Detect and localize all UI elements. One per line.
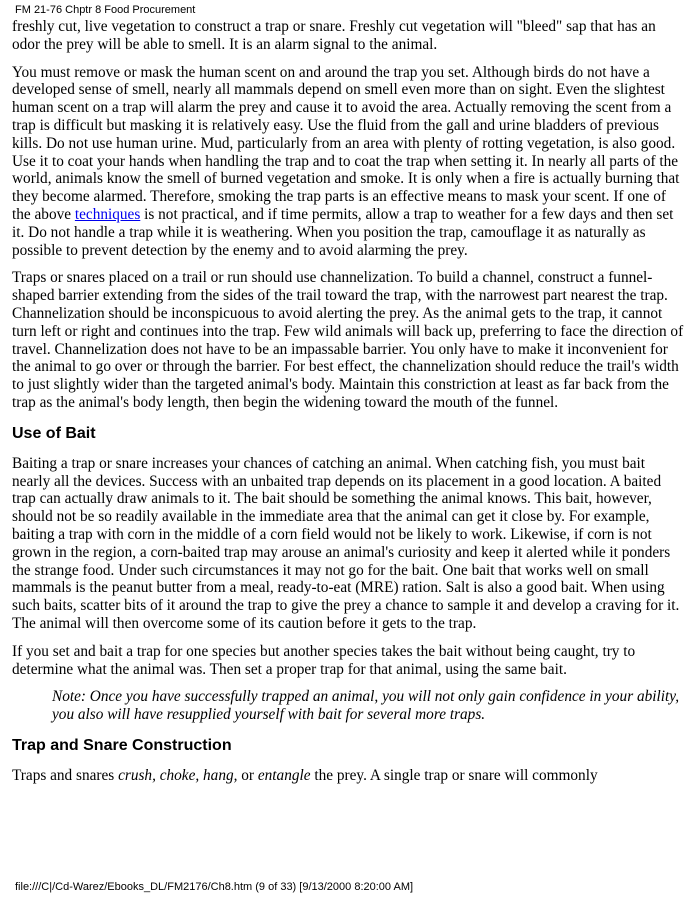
note-paragraph: Note: Once you have successfully trapped an animal, you will not only gain confidence in your ability, you also will have resupplied yourself with bait for several more traps. bbox=[52, 688, 680, 724]
document-body bbox=[12, 18, 684, 795]
paragraph-trap-types bbox=[12, 767, 684, 785]
techniques-link[interactable]: techniques bbox=[74, 205, 141, 223]
paragraph-human-scent bbox=[12, 64, 684, 260]
heading-trap-snare-construction: Trap and Snare Construction bbox=[12, 736, 232, 754]
paragraph-human-scent-text-2: is not practical, and if time permits, allow a trap to weather for a few days and then set it. Do not handle a trap while it is weathering. When you position the trap, camouflage it as naturally as possible to prevent detection by the enemy and to avoid alarming the prey. bbox=[12, 205, 674, 259]
paragraph-trap-types-text-2: or bbox=[237, 766, 258, 784]
paragraph-channelization: Traps or snares placed on a trail or run should use channelization. To build a channel, construct a funnel-shaped barrier extending from the sides of the trail toward the trap, with the narrowest part nearest the trap. Channelization should be inconspicuous to avoid alerting the prey. As the animal gets to the trap, it cannot turn left or right and continues into the trap. Few wild animals will back up, preferring to face the direction of travel. Channelization does not have to be an impassable barrier. You only have to make it inconvenient for the animal to go over or through the barrier. For best effect, the channelization should reduce the trail's width to just slightly wider than the targeted animal's body. Maintain this constriction at least as far back from the trap as the animal's body length, then begin the widening toward the mouth of the funnel. bbox=[12, 269, 684, 411]
paragraph-trap-types-text-1: Traps and snares bbox=[12, 766, 119, 784]
paragraph-other-species: If you set and bait a trap for one species but another species takes the bait without being caught, try to determine what the animal was. Then set a proper trap for that animal, using the same bait. bbox=[12, 642, 636, 678]
page-footer-path: file:///C|/Cd-Warez/Ebooks_DL/FM2176/Ch8.htm (9 of 33) [9/13/2000 8:20:00 AM] bbox=[15, 881, 414, 893]
paragraph-human-scent-text-1: You must remove or mask the human scent on and around the trap you set. Although birds do not have a developed sense of smell, nearly all mammals depend on smell even more than on sight. Even the slightest human scent on a trap will alarm the prey and cause it to avoid the area. Actually removing the scent from a trap is difficult but masking it is relatively easy. Use the fluid from the gall and urine bladders of previous kills. Do not use human urine. Mud, particularly from an area with plenty of rotting vegetation, is also good. Use it to coat your hands when handling the trap and to coat the trap when setting it. In nearly all parts of the world, animals know the smell of burned vegetation and smoke. It is only when a fire is actually burning that they become alarmed. Therefore, smoking the trap parts is an effective means to mask your scent. If one of the above bbox=[12, 63, 680, 223]
paragraph-trap-types-text-3: the prey. A single trap or snare will commonly bbox=[310, 766, 598, 784]
trap-actions-emphasis: crush, choke, hang, bbox=[118, 766, 238, 784]
entangle-emphasis: entangle bbox=[257, 766, 311, 784]
paragraph-baiting: Baiting a trap or snare increases your chances of catching an animal. When catching fish, you must bait nearly all the devices. Success with an unbaited trap depends on its placement in a good location. A baited trap can actually draw animals to it. The bait should be something the animal knows. This bait, however, should not be so readily available in the immediate area that the animal can get it close by. For example, baiting a trap with corn in the middle of a corn field would not be likely to work. Likewise, if corn is not grown in the region, a corn-baited trap may arouse an animal's curiosity and keep it alerted while it ponders the strange food. Under such circumstances it may not go for the bait. One bait that works well on small mammals is the peanut butter from a meal, ready-to-eat (MRE) ration. Salt is also a good bait. When using such baits, scatter bits of it around the trap to give the prey a chance to sample it and develop a craving for it. The animal will then overcome some of its caution before it gets to the trap. bbox=[12, 454, 680, 632]
paragraph-fresh-vegetation: freshly cut, live vegetation to construct a trap or snare. Freshly cut vegetation will "bleed" sap that has an odor the prey will be able to smell. It is an alarm signal to the animal. bbox=[12, 18, 656, 53]
page-header-title: FM 21-76 Chptr 8 Food Procurement bbox=[15, 4, 196, 16]
heading-use-of-bait: Use of Bait bbox=[12, 424, 96, 442]
